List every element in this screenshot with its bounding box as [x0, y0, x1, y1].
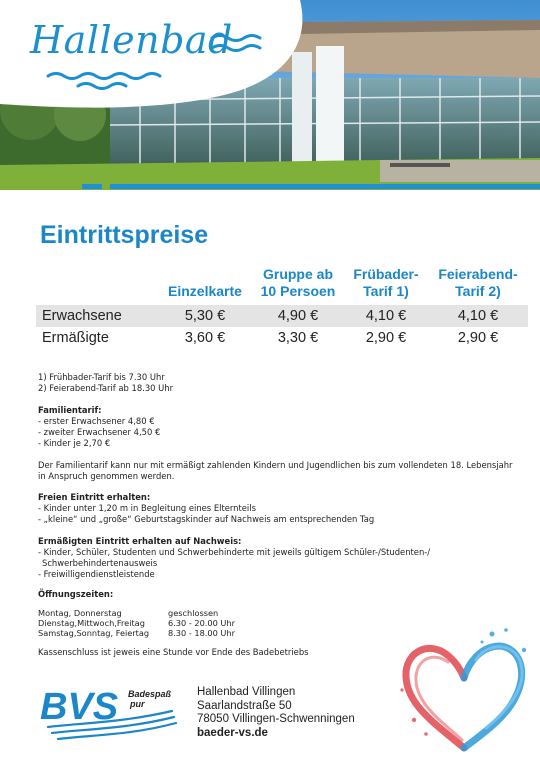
- section-heading: Freien Eintritt erhalten:: [38, 492, 151, 502]
- address-line: Hallenbad Villingen: [197, 686, 296, 698]
- address-line: 78050 Villingen-Schwenningen: [197, 713, 355, 725]
- closing-note: Kassenschluss ist jeweis eine Stunde vor Ende des Badebetriebs: [38, 647, 309, 657]
- bvs-slogan: Badespaß: [128, 689, 172, 699]
- hours-days: Dienstag,Mittwoch,Freitag: [38, 618, 145, 628]
- opening-hours-heading-wrap: [38, 589, 113, 600]
- price-cell: 2,90 €: [457, 330, 499, 346]
- footnotes: [38, 372, 173, 394]
- price-cell: 5,30 €: [158, 305, 252, 327]
- price-cell: 4,90 €: [252, 305, 344, 327]
- price-cell: 2,90 €: [365, 330, 407, 346]
- list-item: - zweiter Erwachsener 4,50 €: [38, 427, 161, 437]
- price-cell: 3,60 €: [184, 330, 226, 346]
- family-tariff-note: [38, 460, 513, 482]
- list-item: - Kinder, Schüler, Studenten und Schwerbehinderte mit jeweils gültigem Schüler-/Studenten-/: [38, 547, 431, 557]
- column-header: Feierabend- Tarif 2): [438, 266, 518, 299]
- hours-row: [38, 628, 235, 638]
- hours-row: [38, 618, 235, 628]
- row-label: Erwachsene: [36, 305, 158, 327]
- hours-time: 8.30 - 18.00 Uhr: [168, 628, 235, 638]
- price-cell: 4,10 €: [428, 305, 528, 327]
- price-cell: 3,30 €: [277, 330, 319, 346]
- note-text: Der Familientarif kann nur mit ermäßigt zahlenden Kindern und Jugendlichen bis zum vollendeten 18. Lebensjahr: [38, 460, 513, 470]
- header-photo: [0, 0, 540, 190]
- logo-title: Hallenbad: [30, 18, 233, 62]
- bvs-logo: [40, 683, 180, 743]
- accent-strip: [82, 184, 102, 189]
- bvs-slogan: pur: [130, 699, 145, 709]
- accent-strip: [110, 184, 540, 189]
- note-text: in Anspruch genommen werden.: [38, 471, 175, 481]
- family-tariff-section: [38, 405, 160, 449]
- list-item: - „kleine“ und „große“ Geburtstagskinder auf Nachweis am entsprechenden Tag: [38, 514, 375, 524]
- list-item: - Freiwilligendienstleistende: [38, 569, 155, 579]
- page-title: Eintrittspreise: [40, 221, 209, 249]
- closing-note-wrap: [38, 647, 309, 658]
- list-item: Schwerbehindertenausweis: [42, 558, 158, 568]
- section-heading: Ermäßigten Eintritt erhalten auf Nachweis:: [38, 536, 242, 546]
- list-item: - Kinder unter 1,20 m in Begleitung eines Elternteils: [38, 503, 256, 513]
- hours-row: [38, 608, 235, 618]
- column-header: Frübader- Tarif 1): [353, 266, 419, 299]
- table-corner: [36, 266, 158, 305]
- price-cell: 4,10 €: [344, 305, 428, 327]
- section-heading: Öffnungszeiten:: [38, 589, 114, 599]
- address-block: [197, 686, 355, 740]
- hours-days: Samstag,Sonntag, Feiertag: [38, 628, 150, 638]
- free-entry-section: [38, 492, 374, 525]
- column-header: Gruppe ab 10 Persoen: [260, 266, 336, 299]
- section-heading: Familientarif:: [38, 405, 102, 415]
- row-label: Ermäßigte: [42, 330, 109, 346]
- address-line: Saarlandstraße 50: [197, 699, 292, 712]
- table-row: [36, 327, 528, 349]
- reduced-entry-section: [38, 536, 430, 580]
- bvs-brand: BVS: [40, 686, 119, 728]
- column-header: Einzelkarte: [168, 283, 242, 299]
- price-table: [36, 266, 528, 349]
- table-header-row: [36, 266, 528, 305]
- water-heart-graphic: [396, 620, 532, 756]
- opening-hours-table: [38, 608, 235, 638]
- list-item: - erster Erwachsener 4,80 €: [38, 416, 155, 426]
- footnote: 2) Feierabend-Tarif ab 18.30 Uhr: [38, 383, 174, 393]
- table-row: [36, 305, 528, 327]
- website-link[interactable]: baeder-vs.de: [197, 726, 268, 739]
- hours-time: 6.30 - 20.00 Uhr: [168, 618, 235, 628]
- footnote: 1) Frühbader-Tarif bis 7.30 Uhr: [38, 372, 165, 382]
- list-item: - Kinder je 2,70 €: [38, 438, 111, 448]
- hours-time: geschlossen: [168, 608, 219, 618]
- hours-days: Montag, Donnerstag: [38, 608, 122, 618]
